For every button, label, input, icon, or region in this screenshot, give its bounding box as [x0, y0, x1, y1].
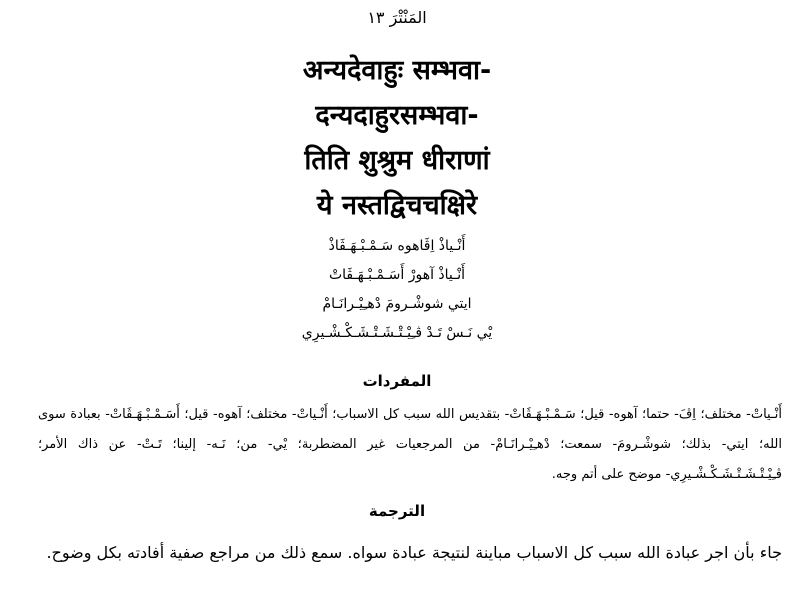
transliteration-line: ايتي شوشْـرومَ دْهـِيْـرانَـامْ	[322, 296, 472, 312]
verse-line: ये नस्तद्विचचक्षिरे	[316, 190, 478, 221]
transliteration-block	[0, 232, 794, 348]
transliteration-line: يْي نَـسْ تَـدْ ڤـِيْـتْـشَـتْـشَـكْـشْـيرِي	[301, 325, 493, 341]
translation-text: جاء بأن اجر عبادة الله سبب كل الاسباب مباينة لنتيجة عبادة سواه. سمع ذلك من مراجع صفية أفادته بكل وضوح.	[46, 543, 782, 562]
transliteration-line: أَنْـياذْ اِڤَاهوه سَـمْـبْـهَـڤَاذْ	[328, 238, 466, 254]
verse-line: दन्यदाहुरसम्भवा-	[315, 100, 479, 131]
vocabulary-title: المفردات	[362, 372, 432, 390]
sanskrit-verse	[0, 48, 794, 228]
verse-line: तिति शुश्रुम धीराणां	[304, 145, 490, 176]
translation-title: الترجمة	[368, 502, 426, 520]
vocabulary-text: أَنْـياتْ- مختلف؛ اِڤَ- حتما؛ آهوه- قيل؛ سَـمْـبْـهَـڤَاتْ- بتقديس الله سبب كل الاسباب؛ أَنْـياتْ- مختلف؛ آهوه- قيل؛ أَسَـمْـبْـهَـڤَاتْ- بعبادة سوى الله؛ ايتي- بذلك؛ شوشْـرومَ- سمعت؛ دْهـِيْـرانَـامْ- من المرجعيات غير المضطربة؛ يْي- من؛ نَـه- إلينا؛ تَـتْ- عن ذاك الأمر؛ ڤـِيْـتْـشَـتْـشَـكْـشْـيرِي- موضح على أتم وجه.	[38, 407, 782, 482]
transliteration-line: أَنْـياذْ آهورْ أَسَـمْـبْـهَـڤَاتْ	[328, 267, 466, 283]
mantra-heading: المَنْتْرَ ١٣	[367, 8, 427, 27]
verse-line: अन्यदेवाहुः सम्भवा-	[302, 55, 492, 86]
